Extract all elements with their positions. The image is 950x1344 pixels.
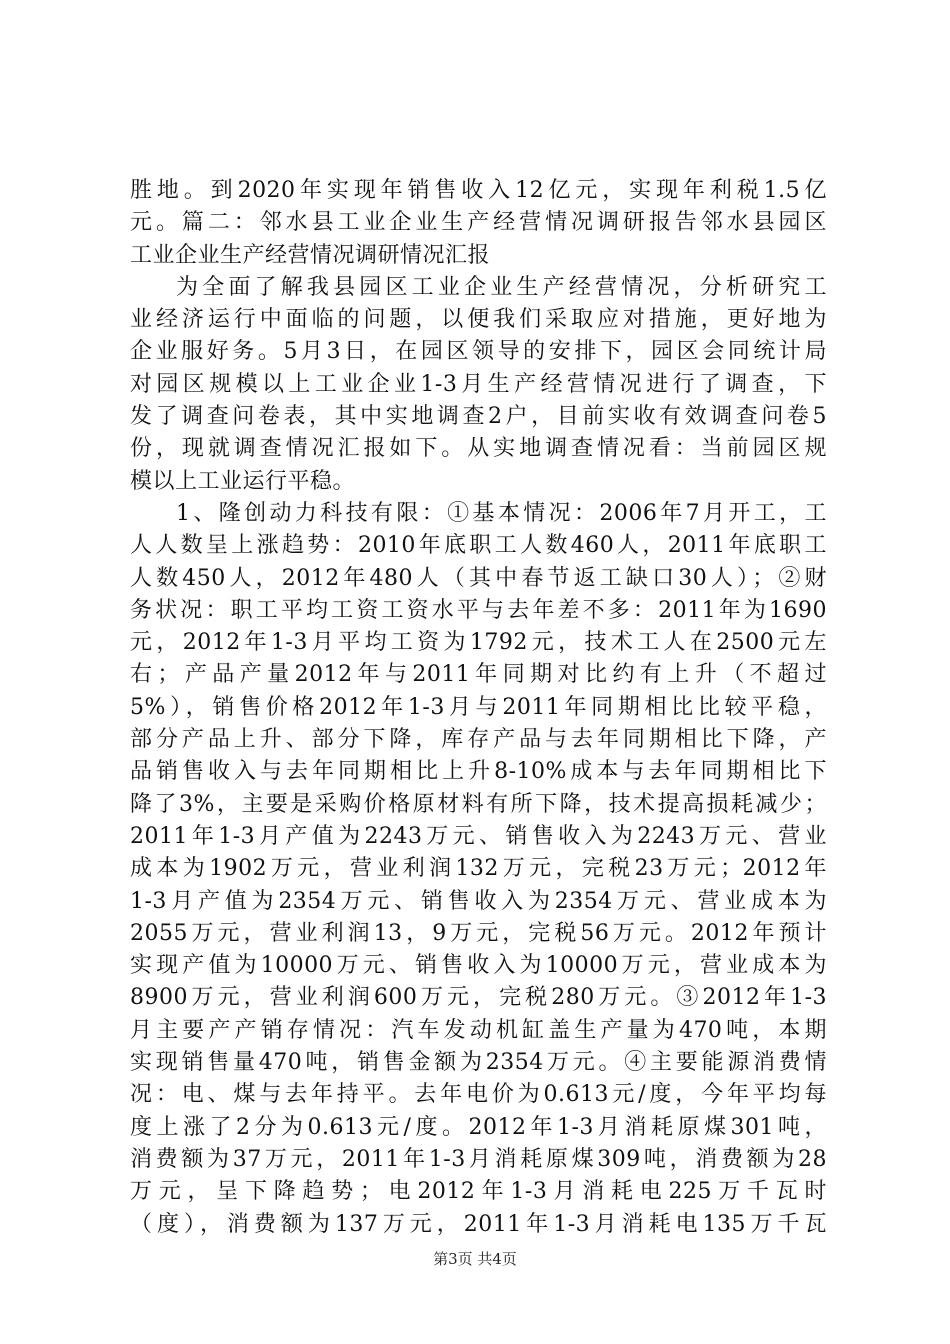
text-line: 人人数呈上涨趋势：2010年底职工人数460人，2011年底职工 <box>130 533 827 559</box>
text-line: （度），消费额为137万元，2011年1-3月消耗电135万千瓦 <box>130 1211 827 1237</box>
text-line: 发了调查问卷表，其中实地调查2户，目前实收有效调查问卷5 <box>130 404 827 430</box>
text-line: 部分产品上升、部分下降，库存产品与去年同期相比下降，产 <box>130 727 827 753</box>
text-line: 胜地。到2020年实现年销售收入12亿元，实现年利税1.5亿 <box>130 178 827 203</box>
text-line: 业经济运行中面临的问题，以便我们采取应对措施，更好地为 <box>130 307 827 333</box>
text-line: 实现销售量470吨，销售金额为2354万元。④主要能源消费情 <box>130 1050 827 1076</box>
text-line: 万元，呈下降趋势；电2012年1-3月消耗电225万千瓦时 <box>130 1179 827 1205</box>
text-line: 工业企业生产经营情况调研情况汇报 <box>130 242 491 268</box>
text-line: 2011年1-3月产值为2243万元、销售收入为2243万元、营业 <box>130 823 827 849</box>
text-line: 元。篇二：邻水县工业企业生产经营情况调研报告邻水县园区 <box>130 210 827 236</box>
text-line: 人数450人，2012年480人（其中春节返工缺口30人）；②财 <box>130 565 827 591</box>
text-line: 实现产值为10000万元、销售收入为10000万元，营业成本为 <box>130 953 827 979</box>
text-line: 2055万元，营业利润13，9万元，完税56万元。2012年预计 <box>130 920 827 946</box>
text-line: 模以上工业运行平稳。 <box>130 468 356 494</box>
text-line: 份，现就调查情况汇报如下。从实地调查情况看：当前园区规 <box>130 436 827 462</box>
text-line: 况：电、煤与去年持平。去年电价为0.613元/度，今年平均每 <box>130 1082 827 1108</box>
text-line: 降了3%，主要是采购价格原材料有所下降，技术提高损耗减少； <box>130 791 827 817</box>
page-number-label: 第3页 共4页 <box>433 1250 517 1268</box>
text-line: 企业服好务。5月3日，在园区领导的安排下，园区会同统计局 <box>130 339 827 365</box>
text-line: 成本为1902万元，营业利润132万元，完税23万元；2012年 <box>130 856 827 882</box>
paragraph-start-line: 为全面了解我县园区工业企业生产经营情况，分析研究工 <box>176 274 827 300</box>
text-line: 8900万元，营业利润600万元，完税280万元。③2012年1-3 <box>130 985 827 1011</box>
text-line: 务状况：职工平均工资工资水平与去年差不多：2011年为1690 <box>130 597 827 623</box>
document-body <box>130 175 827 1241</box>
text-line: 品销售收入与去年同期相比上升8-10%成本与去年同期相比下 <box>130 759 827 785</box>
page-footer <box>0 1249 950 1269</box>
text-line: 度上涨了2分为0.613元/度。2012年1-3月消耗原煤301吨， <box>130 1114 827 1140</box>
text-line: 消费额为37万元，2011年1-3月消耗原煤309吨，消费额为28 <box>130 1146 827 1172</box>
text-line: 对园区规模以上工业企业1-3月生产经营情况进行了调查，下 <box>130 371 827 397</box>
text-line: 元，2012年1-3月平均工资为1792元，技术工人在2500元左 <box>130 630 827 656</box>
text-line: 1-3月产值为2354万元、销售收入为2354万元、营业成本为 <box>130 888 827 914</box>
text-line: 月主要产产销存情况：汽车发动机缸盖生产量为470吨，本期 <box>130 1017 827 1043</box>
text-line: 5%），销售价格2012年1-3月与2011年同期相比比较平稳， <box>130 694 827 720</box>
text-line: 右；产品产量2012年与2011年同期对比约有上升（不超过 <box>130 662 827 688</box>
paragraph-start-line: 1、隆创动力科技有限：①基本情况：2006年7月开工，工 <box>176 500 827 526</box>
